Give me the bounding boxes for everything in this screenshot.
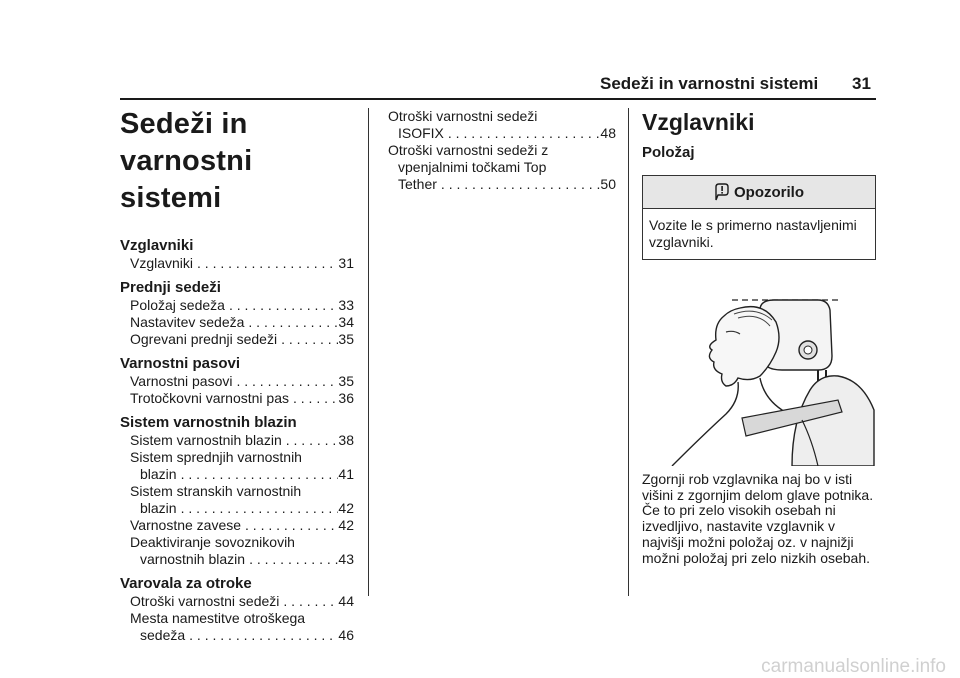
toc-entry-label-line1: Sistem stranskih varnostnih bbox=[130, 483, 302, 499]
toc-entry-label: Trotočkovni varnostni pas bbox=[130, 390, 289, 406]
toc-entry-page: 41 bbox=[338, 466, 354, 482]
column-divider bbox=[628, 108, 629, 596]
column-divider bbox=[368, 108, 369, 596]
page-number: 31 bbox=[852, 74, 871, 93]
toc-entry[interactable] bbox=[120, 373, 354, 390]
toc-entry[interactable] bbox=[120, 593, 354, 610]
toc-entry-label: Tether bbox=[398, 176, 437, 192]
toc-entry-label: Sistem varnostnih blazin bbox=[130, 432, 282, 448]
leader-dots bbox=[289, 390, 338, 407]
section-subtitle: Položaj bbox=[642, 144, 695, 161]
toc-entry[interactable] bbox=[120, 449, 354, 483]
toc-entry[interactable] bbox=[120, 534, 354, 568]
toc-section-heading: Varnostni pasovi bbox=[120, 355, 241, 372]
section-column bbox=[642, 108, 876, 260]
toc-entry-page: 48 bbox=[600, 125, 616, 141]
toc-entry[interactable] bbox=[120, 314, 354, 331]
toc-entry-page: 33 bbox=[338, 297, 354, 313]
toc-entry-page: 50 bbox=[600, 176, 616, 192]
warning-box bbox=[642, 175, 876, 260]
section-body-text: Zgornji rob vzglavnika naj bo v isti višini z zgornjim delom glave potnika. Če to pri zelo visokih osebah ni izvedljivo, nastavite vzglavnik v najvišji možni položaj oz. v najnižji možni položaj pri zelo nizkih osebah. bbox=[642, 471, 874, 566]
toc-entry-page: 42 bbox=[338, 517, 354, 533]
chapter-title-line1: Sedeži in varnostni bbox=[120, 108, 253, 177]
leader-dots bbox=[437, 176, 601, 193]
toc-entry[interactable] bbox=[120, 483, 354, 517]
section-title: Vzglavniki bbox=[642, 109, 755, 135]
toc-entry[interactable] bbox=[120, 610, 354, 644]
toc-entry-label: Ogrevani prednji sedeži bbox=[130, 331, 278, 347]
header-rule bbox=[120, 98, 876, 100]
leader-dots bbox=[225, 297, 338, 314]
leader-dots bbox=[444, 125, 601, 142]
toc-entry-label: varnostnih blazin bbox=[140, 551, 246, 567]
leader-dots bbox=[277, 331, 338, 348]
toc-section-heading: Sistem varnostnih blazin bbox=[120, 414, 297, 431]
toc-entry-page: 35 bbox=[338, 373, 354, 389]
toc-entry-page: 43 bbox=[338, 551, 354, 567]
leader-dots bbox=[244, 314, 338, 331]
toc-entry-page: 46 bbox=[338, 627, 354, 643]
warning-label: Opozorilo bbox=[734, 183, 804, 201]
warning-header bbox=[643, 176, 875, 209]
toc-entry-page: 36 bbox=[338, 390, 354, 406]
toc-entry[interactable] bbox=[120, 331, 354, 348]
leader-dots bbox=[193, 255, 338, 272]
toc-entry-label: Varnostne zavese bbox=[130, 517, 242, 533]
toc-column-1 bbox=[120, 106, 354, 644]
toc-entry-label: Vzglavniki bbox=[130, 255, 194, 271]
toc-entry-label: Varnostni pasovi bbox=[130, 373, 233, 389]
torso-outline bbox=[672, 382, 738, 466]
headrest-illustration bbox=[642, 270, 876, 466]
toc-entry-label: blazin bbox=[140, 500, 177, 516]
toc-entry[interactable] bbox=[120, 517, 354, 534]
leader-dots bbox=[241, 517, 338, 534]
toc-entry-page: 38 bbox=[338, 432, 354, 448]
toc-column-2 bbox=[388, 108, 616, 193]
watermark: carmanualsonline.info bbox=[761, 656, 946, 677]
warning-text: Vozite le s primerno nastavljenimi vzglavniki. bbox=[649, 217, 857, 250]
toc-entry-page: 42 bbox=[338, 500, 354, 516]
toc-entry[interactable] bbox=[120, 432, 354, 449]
toc-section-heading: Varovala za otroke bbox=[120, 575, 252, 592]
toc-entry[interactable] bbox=[120, 390, 354, 407]
leader-dots bbox=[177, 500, 339, 517]
toc-entry-label-line2: vpenjalnimi točkami Top bbox=[398, 159, 547, 175]
leader-dots bbox=[245, 551, 338, 568]
toc-entry-page: 44 bbox=[338, 593, 354, 609]
toc-entry-label: sedeža bbox=[140, 627, 186, 643]
toc-entry-label-line1: Sistem sprednjih varnostnih bbox=[130, 449, 302, 465]
toc-entry[interactable] bbox=[388, 142, 616, 193]
head bbox=[709, 307, 779, 386]
toc-entry-page: 31 bbox=[338, 255, 354, 271]
toc-entry-label: ISOFIX bbox=[398, 125, 444, 141]
toc-entry-label-line1: Mesta namestitve otroškega bbox=[130, 610, 306, 626]
leader-dots bbox=[177, 466, 339, 483]
toc-entry-label: Otroški varnostni sedeži bbox=[130, 593, 280, 609]
toc-entry-label-line1: Otroški varnostni sedeži bbox=[388, 108, 538, 124]
running-header-title: Sedeži in varnostni sistemi bbox=[600, 74, 819, 93]
chapter-title bbox=[120, 106, 354, 217]
toc-entry-page: 34 bbox=[338, 314, 354, 330]
toc-entry-page: 35 bbox=[338, 331, 354, 347]
toc-entry-label: Položaj sedeža bbox=[130, 297, 225, 313]
chapter-title-line2: sistemi bbox=[120, 182, 222, 214]
warning-icon bbox=[714, 183, 730, 201]
toc-section-heading: Prednji sedeži bbox=[120, 279, 221, 296]
toc-entry[interactable] bbox=[388, 108, 616, 142]
leader-dots bbox=[185, 627, 338, 644]
toc-entry-label-line1: Deaktiviranje sovoznikovih bbox=[130, 534, 295, 550]
toc-entry-label: blazin bbox=[140, 466, 177, 482]
toc-entry-label-line1: Otroški varnostni sedeži z bbox=[388, 142, 549, 158]
toc-entry[interactable] bbox=[120, 255, 354, 272]
leader-dots bbox=[279, 593, 338, 610]
leader-dots bbox=[282, 432, 339, 449]
leader-dots bbox=[232, 373, 338, 390]
toc-entry[interactable] bbox=[120, 297, 354, 314]
toc-entry-label: Nastavitev sedeža bbox=[130, 314, 245, 330]
toc-section-heading: Vzglavniki bbox=[120, 237, 194, 254]
